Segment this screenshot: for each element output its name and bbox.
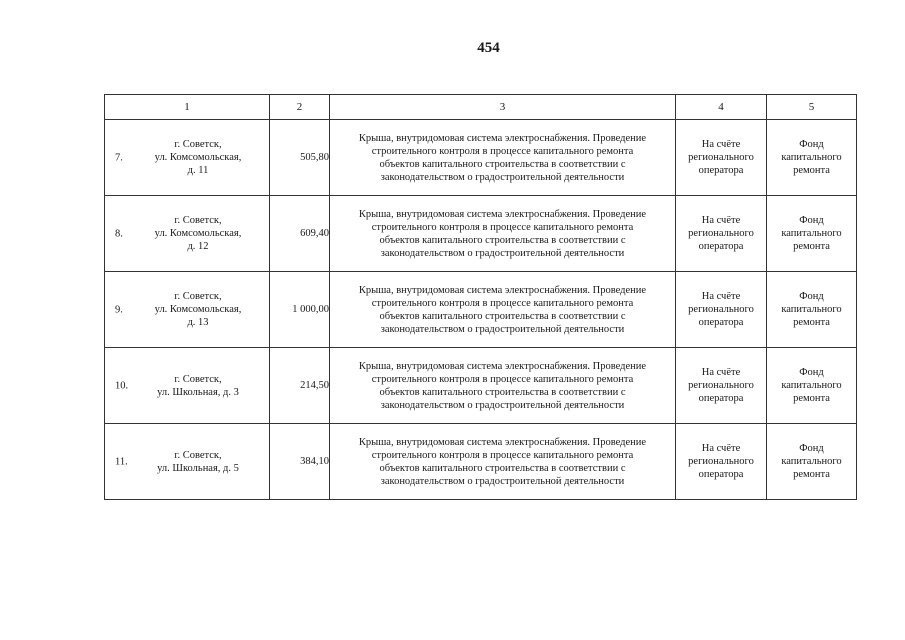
address-cell <box>105 424 270 500</box>
address-line: ул. Комсомольская, <box>154 152 242 163</box>
works-line: строительного контроля в процессе капитального ремонта <box>371 373 634 385</box>
address-cell <box>105 348 270 424</box>
fund-cell <box>767 120 857 196</box>
address-line: г. Советск, <box>174 139 222 150</box>
row-number: 10. <box>115 380 129 391</box>
address <box>105 373 269 399</box>
fund-line: Фонд <box>799 291 824 302</box>
account-cell <box>676 424 767 500</box>
works-line: Крыша, внутридомовая система электроснабжения. Проведение <box>358 132 647 144</box>
works-line: Крыша, внутридомовая система электроснабжения. Проведение <box>358 436 647 448</box>
works-line: строительного контроля в процессе капитального ремонта <box>371 449 634 461</box>
works-cell <box>330 120 676 196</box>
works-line: строительного контроля в процессе капитального ремонта <box>371 297 634 309</box>
page-number: 454 <box>477 40 500 56</box>
works-line: Крыша, внутридомовая система электроснабжения. Проведение <box>358 284 647 296</box>
account-line: На счёте <box>701 215 741 226</box>
address-line: г. Советск, <box>174 215 222 226</box>
works-line: строительного контроля в процессе капитального ремонта <box>371 145 634 157</box>
works-line: объектов капитального строительства в соответствии с <box>379 310 626 322</box>
works-line: объектов капитального строительства в соответствии с <box>379 234 626 246</box>
works-line: объектов капитального строительства в соответствии с <box>379 158 626 170</box>
repair-table <box>104 94 857 500</box>
works-line: Крыша, внутридомовая система электроснабжения. Проведение <box>358 208 647 220</box>
works-line: законодательством о градостроительной деятельности <box>380 475 625 487</box>
table-row <box>105 424 857 500</box>
address-line: ул. Комсомольская, <box>154 228 242 239</box>
fund-line: Фонд <box>799 215 824 226</box>
column-header: 4 <box>676 95 767 120</box>
address <box>105 449 269 475</box>
address <box>105 214 269 253</box>
account-line: оператора <box>698 317 744 328</box>
address-line: г. Советск, <box>174 449 222 461</box>
address <box>105 290 269 329</box>
works-line: законодательством о градостроительной деятельности <box>380 247 625 259</box>
fund-line: ремонта <box>793 469 830 480</box>
fund-line: капитального <box>781 304 842 315</box>
area-cell: 609,40 <box>270 196 330 272</box>
table-row <box>105 272 857 348</box>
address <box>105 138 269 177</box>
fund-cell <box>767 348 857 424</box>
works-cell <box>330 272 676 348</box>
fund-cell <box>767 272 857 348</box>
account-cell <box>676 120 767 196</box>
account-cell <box>676 348 767 424</box>
column-header: 1 <box>105 95 270 120</box>
area-cell: 1 000,00 <box>270 272 330 348</box>
table-row <box>105 348 857 424</box>
table-row <box>105 120 857 196</box>
works-line: объектов капитального строительства в соответствии с <box>379 386 626 398</box>
works-line: объектов капитального строительства в соответствии с <box>379 462 626 474</box>
account-cell <box>676 196 767 272</box>
account-line: оператора <box>698 241 744 252</box>
address-line: д. 12 <box>187 241 209 252</box>
address-line: ул. Школьная, д. 3 <box>157 386 239 398</box>
account-line: регионального <box>688 456 754 467</box>
account-line: На счёте <box>701 367 741 378</box>
fund-line: капитального <box>781 228 842 239</box>
column-header: 5 <box>767 95 857 120</box>
account-line: регионального <box>688 304 754 315</box>
address-cell <box>105 272 270 348</box>
address-cell <box>105 196 270 272</box>
table-row <box>105 196 857 272</box>
area-cell: 384,10 <box>270 424 330 500</box>
row-number: 8. <box>115 228 123 239</box>
account-line: регионального <box>688 152 754 163</box>
address-line: г. Советск, <box>174 373 222 385</box>
fund-line: ремонта <box>793 241 830 252</box>
area-cell: 505,80 <box>270 120 330 196</box>
row-number: 9. <box>115 304 123 315</box>
column-header: 2 <box>270 95 330 120</box>
fund-line: капитального <box>781 152 842 163</box>
works-line: законодательством о градостроительной деятельности <box>380 171 625 183</box>
column-header: 3 <box>330 95 676 120</box>
address-line: ул. Комсомольская, <box>154 304 242 315</box>
account-line: На счёте <box>701 291 741 302</box>
fund-line: капитального <box>781 380 842 391</box>
header-row <box>105 95 857 120</box>
row-number: 7. <box>115 152 123 163</box>
account-line: На счёте <box>701 139 741 150</box>
works-cell <box>330 196 676 272</box>
address-line: д. 11 <box>187 165 209 176</box>
address-line: г. Советск, <box>174 291 222 302</box>
works-line: законодательством о градостроительной деятельности <box>380 399 625 411</box>
fund-line: Фонд <box>799 139 824 150</box>
fund-line: капитального <box>781 456 842 467</box>
works-line: законодательством о градостроительной деятельности <box>380 323 625 335</box>
account-line: оператора <box>698 469 744 480</box>
account-line: регионального <box>688 380 754 391</box>
row-number: 11. <box>115 456 128 467</box>
fund-line: Фонд <box>799 367 824 378</box>
address-line: д. 13 <box>187 317 209 328</box>
account-line: На счёте <box>701 443 741 454</box>
account-line: оператора <box>698 165 744 176</box>
fund-line: ремонта <box>793 317 830 328</box>
account-line: оператора <box>698 393 744 404</box>
fund-cell <box>767 424 857 500</box>
address-cell <box>105 120 270 196</box>
area-cell: 214,50 <box>270 348 330 424</box>
fund-line: ремонта <box>793 165 830 176</box>
works-cell <box>330 424 676 500</box>
account-line: регионального <box>688 228 754 239</box>
account-cell <box>676 272 767 348</box>
works-line: строительного контроля в процессе капитального ремонта <box>371 221 634 233</box>
fund-cell <box>767 196 857 272</box>
works-cell <box>330 348 676 424</box>
fund-line: ремонта <box>793 393 830 404</box>
fund-line: Фонд <box>799 443 824 454</box>
address-line: ул. Школьная, д. 5 <box>157 462 239 474</box>
works-line: Крыша, внутридомовая система электроснабжения. Проведение <box>358 360 647 372</box>
